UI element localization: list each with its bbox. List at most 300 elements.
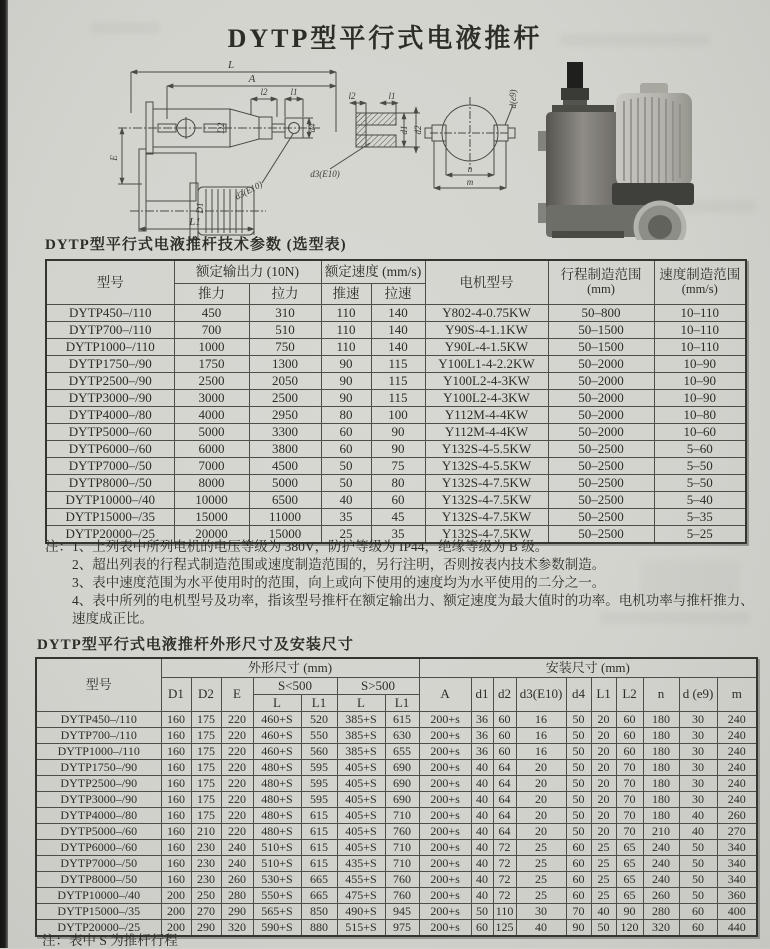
table-cell: 20: [591, 807, 616, 823]
table-cell: 200+s: [419, 919, 471, 936]
table-cell: 405+S: [337, 791, 385, 807]
dim-label-d1: d1: [399, 125, 409, 135]
table-cell: 50: [566, 791, 591, 807]
table-cell: 64: [493, 759, 516, 775]
table-cell: Y100L2-4-3KW: [425, 389, 548, 406]
table-cell: 100: [371, 406, 425, 423]
table-cell: 60: [679, 903, 717, 919]
table-cell: 40: [471, 887, 493, 903]
table-cell: 110: [321, 338, 371, 355]
table-cell: 385+S: [337, 727, 385, 743]
table-cell: 160: [161, 711, 191, 727]
table-cell: 160: [161, 775, 191, 791]
col-header-D1: D1: [161, 677, 191, 711]
group-header-s-lt-500: S<500: [253, 677, 337, 694]
table-cell: 6500: [249, 491, 321, 508]
table-cell: 480+S: [253, 775, 301, 791]
table-cell: 5–60: [654, 440, 746, 457]
table-cell: 120: [616, 919, 643, 936]
table-cell: 60: [321, 440, 371, 457]
table-cell: 50–2000: [548, 406, 654, 423]
table-cell: 40: [679, 807, 717, 823]
table-cell: 280: [643, 903, 679, 919]
col-header-L1: L1: [591, 677, 616, 711]
table-cell: 10–80: [654, 406, 746, 423]
table-cell: 405+S: [337, 759, 385, 775]
table-cell: 615: [301, 823, 337, 839]
note-line: 4、表中所列的电机型号及功率，指该型号推杆在额定输出力、额定速度为最大值时的功率。电机功率与推杆推力、: [72, 593, 754, 608]
table-cell: 110: [321, 304, 371, 321]
table-cell: 60: [493, 743, 516, 759]
table-cell: 25: [591, 887, 616, 903]
table-cell: 70: [566, 903, 591, 919]
table-cell: 5–50: [654, 474, 746, 491]
dim-label-D1: D1: [195, 202, 205, 214]
table-cell: 595: [301, 791, 337, 807]
trunnion-view: [425, 97, 515, 188]
table-cell: 72: [493, 839, 516, 855]
table-cell: 405+S: [337, 823, 385, 839]
table-cell: DYTP700–/110: [46, 321, 174, 338]
note-line: 速度成正比。: [72, 611, 153, 626]
table-cell: DYTP8000–/50: [46, 474, 174, 491]
table-row: [36, 823, 757, 839]
table-row: [46, 304, 746, 321]
table-row: [46, 321, 746, 338]
table-cell: 65: [616, 839, 643, 855]
table-cell: 240: [717, 743, 757, 759]
table-cell: DYTP1750–/90: [36, 759, 161, 775]
col-header-E: E: [221, 677, 253, 711]
col-header-d3: d3(E10): [516, 677, 566, 711]
table-row: [36, 791, 757, 807]
table-cell: 440: [717, 919, 757, 936]
table-row: [36, 759, 757, 775]
table-cell: 1000: [174, 338, 249, 355]
table-cell: 65: [616, 887, 643, 903]
dim-label-D2: D2: [216, 122, 226, 134]
table-cell: 140: [371, 338, 425, 355]
table-cell: 480+S: [253, 791, 301, 807]
speed-range-unit: (mm/s): [681, 282, 718, 297]
table-cell: 50–2000: [548, 423, 654, 440]
table-cell: 50: [566, 807, 591, 823]
table-cell: 260: [717, 807, 757, 823]
table-cell: 290: [221, 903, 253, 919]
table-cell: 230: [191, 871, 221, 887]
table-cell: 665: [301, 871, 337, 887]
table-cell: 175: [191, 775, 221, 791]
table-cell: 60: [616, 727, 643, 743]
col-header-A: A: [419, 677, 471, 711]
table-cell: 80: [371, 474, 425, 491]
table-cell: 220: [221, 807, 253, 823]
dim-label-n: n: [467, 164, 473, 174]
col-header-L2: L2: [616, 677, 643, 711]
table-cell: DYTP5000–/60: [36, 823, 161, 839]
speed-range-label: 速度制造范围: [659, 267, 741, 283]
table-cell: 125: [493, 919, 516, 936]
table-cell: 50–1500: [548, 321, 654, 338]
table-cell: 550+S: [253, 887, 301, 903]
table-cell: 20: [591, 823, 616, 839]
table-cell: 565+S: [253, 903, 301, 919]
table-cell: 590+S: [253, 919, 301, 936]
table-cell: 50: [679, 887, 717, 903]
table-cell: 180: [643, 727, 679, 743]
table-cell: 64: [493, 775, 516, 791]
table-cell: 220: [221, 759, 253, 775]
table-cell: 230: [191, 855, 221, 871]
table-cell: 115: [371, 389, 425, 406]
table-cell: 280: [221, 887, 253, 903]
table-cell: 30: [516, 903, 566, 919]
table-cell: 50: [471, 903, 493, 919]
stroke-range-unit: (mm): [587, 282, 615, 297]
table-cell: 40: [471, 855, 493, 871]
dim-label-l1: l1: [290, 87, 298, 97]
table-cell: 700: [174, 321, 249, 338]
footnote: 注：表中 S 为推杆行程: [42, 933, 178, 948]
product-photo: [538, 62, 694, 240]
table-cell: 750: [249, 338, 321, 355]
table-cell: Y132S-4-5.5KW: [425, 457, 548, 474]
table-row: [46, 372, 746, 389]
table-cell: 90: [321, 355, 371, 372]
dim-label-L: L: [227, 59, 235, 71]
table-cell: 220: [221, 775, 253, 791]
table-cell: 60: [616, 743, 643, 759]
table-cell: Y100L2-4-3KW: [425, 372, 548, 389]
table-cell: 270: [717, 823, 757, 839]
col-header-push-speed: 推速: [321, 283, 371, 304]
table-cell: 50–2000: [548, 355, 654, 372]
table-cell: 405+S: [337, 775, 385, 791]
table-cell: 50–2500: [548, 508, 654, 525]
table-cell: 60: [616, 711, 643, 727]
table-cell: 510: [249, 321, 321, 338]
table-cell: 210: [191, 823, 221, 839]
table-cell: 60: [566, 871, 591, 887]
table-cell: Y112M-4-4KW: [425, 423, 548, 440]
table-row: [36, 887, 757, 903]
table-cell: 25: [591, 855, 616, 871]
table-cell: 175: [191, 727, 221, 743]
table-cell: 10–60: [654, 423, 746, 440]
table-cell: Y90S-4-1.1KW: [425, 321, 548, 338]
table-cell: 630: [385, 727, 419, 743]
col-header-de9: d (e9): [679, 677, 717, 711]
table-cell: 320: [643, 919, 679, 936]
dim-label-d2: d2: [413, 125, 423, 135]
table-cell: 240: [643, 839, 679, 855]
col-header-stroke-range: [548, 260, 654, 304]
table-cell: 30: [679, 727, 717, 743]
table-cell: 5–40: [654, 491, 746, 508]
table-row: [36, 727, 757, 743]
table-cell: 160: [161, 743, 191, 759]
table-cell: DYTP5000–/60: [46, 423, 174, 440]
table-cell: 30: [679, 775, 717, 791]
table-cell: 20: [591, 711, 616, 727]
spec-table-body: [46, 304, 746, 543]
table-cell: 480+S: [253, 759, 301, 775]
table-cell: Y132S-4-7.5KW: [425, 491, 548, 508]
col-header-d1: d1: [471, 677, 493, 711]
table-cell: 340: [717, 871, 757, 887]
table-cell: 60: [679, 919, 717, 936]
table-row: [36, 839, 757, 855]
table-cell: 70: [616, 791, 643, 807]
stroke-range-label: 行程制造范围: [560, 267, 642, 283]
table-cell: 360: [717, 887, 757, 903]
table-cell: 3300: [249, 423, 321, 440]
table-cell: 760: [385, 823, 419, 839]
table-cell: 450: [174, 304, 249, 321]
table-cell: 40: [679, 823, 717, 839]
table-cell: 60: [566, 839, 591, 855]
table-cell: 5–35: [654, 508, 746, 525]
table-row: [46, 389, 746, 406]
table-cell: 160: [161, 791, 191, 807]
table-cell: 690: [385, 759, 419, 775]
table-cell: 1300: [249, 355, 321, 372]
table-cell: 690: [385, 775, 419, 791]
table-cell: 200+s: [419, 711, 471, 727]
table-cell: DYTP2500–/90: [46, 372, 174, 389]
table-cell: 405+S: [337, 839, 385, 855]
table-cell: 10–110: [654, 338, 746, 355]
dim-label-l2: l2: [260, 87, 268, 97]
table-cell: 180: [643, 711, 679, 727]
page-title: DYTP型平行式电液推杆: [227, 24, 543, 53]
table-cell: 90: [371, 423, 425, 440]
table-cell: DYTP8000–/50: [36, 871, 161, 887]
table-cell: 260: [221, 871, 253, 887]
col-header-push-force: 推力: [174, 283, 249, 304]
col-header-m: m: [717, 677, 757, 711]
group-header-install: 安装尺寸 (mm): [419, 658, 757, 677]
dim-label-l2: l2: [348, 91, 356, 101]
col-header-model: 型号: [46, 260, 174, 304]
table-cell: 60: [321, 423, 371, 440]
table-cell: 710: [385, 839, 419, 855]
table-cell: 200+s: [419, 727, 471, 743]
table-cell: Y132S-4-5.5KW: [425, 440, 548, 457]
table-cell: 200+s: [419, 887, 471, 903]
table-cell: 200+s: [419, 791, 471, 807]
dim-label-d3: d3(E10): [310, 169, 340, 179]
group-header-outline: 外形尺寸 (mm): [161, 658, 419, 677]
table-cell: 72: [493, 871, 516, 887]
table-cell: 70: [616, 807, 643, 823]
table-row: [36, 903, 757, 919]
table-cell: 10–90: [654, 355, 746, 372]
table-cell: 180: [643, 775, 679, 791]
table-cell: 405+S: [337, 807, 385, 823]
table-cell: 945: [385, 903, 419, 919]
table-cell: 80: [321, 406, 371, 423]
table-cell: 2050: [249, 372, 321, 389]
table-cell: 20: [516, 759, 566, 775]
table-cell: 72: [493, 887, 516, 903]
table-cell: DYTP3000–/90: [36, 791, 161, 807]
table-cell: 90: [616, 903, 643, 919]
table-cell: 240: [221, 839, 253, 855]
table-cell: 220: [221, 711, 253, 727]
table-cell: 550: [301, 727, 337, 743]
table-cell: 50–1500: [548, 338, 654, 355]
table-cell: 240: [643, 871, 679, 887]
table-cell: 250: [191, 887, 221, 903]
dim-label-L1: L1: [189, 216, 201, 228]
table-cell: 240: [717, 727, 757, 743]
dim-label-m: m: [466, 177, 474, 187]
table-cell: 160: [161, 807, 191, 823]
col-header-motor: 电机型号: [425, 260, 548, 304]
table-cell: 520: [301, 711, 337, 727]
spec-table-header: [46, 260, 746, 304]
table-cell: 15000: [174, 508, 249, 525]
table-cell: 20: [591, 791, 616, 807]
table-cell: 50: [566, 823, 591, 839]
table-cell: 35: [321, 508, 371, 525]
table-cell: 25: [591, 839, 616, 855]
table-cell: 510+S: [253, 839, 301, 855]
table-cell: DYTP7000–/50: [46, 457, 174, 474]
table-cell: 64: [493, 823, 516, 839]
table-cell: 30: [679, 759, 717, 775]
table-cell: DYTP15000–/35: [46, 508, 174, 525]
dim-label-A: A: [248, 73, 256, 85]
table-cell: 25: [516, 871, 566, 887]
table-cell: 240: [717, 791, 757, 807]
table-cell: 180: [643, 807, 679, 823]
table-cell: 270: [191, 903, 221, 919]
dim-label-de9: d(e9): [508, 89, 518, 109]
table-cell: Y132S-4-7.5KW: [425, 474, 548, 491]
technical-drawing: [0, 55, 770, 240]
table-cell: 25: [591, 871, 616, 887]
table-cell: 16: [516, 727, 566, 743]
table-cell: 25: [516, 855, 566, 871]
table-cell: 10–90: [654, 389, 746, 406]
table-cell: 200: [161, 887, 191, 903]
table-cell: 260: [643, 887, 679, 903]
table-cell: 50: [591, 919, 616, 936]
table-cell: 515+S: [337, 919, 385, 936]
table-cell: 60: [493, 727, 516, 743]
table-cell: 50–2500: [548, 474, 654, 491]
table-cell: Y90L-4-1.5KW: [425, 338, 548, 355]
table-cell: 310: [249, 304, 321, 321]
table-cell: 5–50: [654, 457, 746, 474]
table-cell: DYTP15000–/35: [36, 903, 161, 919]
table-cell: 36: [471, 727, 493, 743]
table-cell: 665: [301, 887, 337, 903]
dim-label-d3: d3(E10): [233, 179, 264, 202]
table-row: [36, 711, 757, 727]
dimension-table-caption: DYTP型平行式电液推杆外形尺寸及安装尺寸: [37, 637, 354, 653]
table-cell: 15000: [249, 525, 321, 543]
table-cell: 40: [471, 871, 493, 887]
table-cell: 220: [221, 823, 253, 839]
table-cell: 110: [493, 903, 516, 919]
table-cell: 4000: [174, 406, 249, 423]
col-header-model: 型号: [36, 658, 161, 711]
table-cell: 50–2500: [548, 491, 654, 508]
table-cell: 4500: [249, 457, 321, 474]
table-cell: 8000: [174, 474, 249, 491]
table-cell: 455+S: [337, 871, 385, 887]
table-cell: 50: [566, 759, 591, 775]
col-header-L-lt: L: [253, 694, 301, 711]
table-cell: 290: [191, 919, 221, 936]
table-cell: 615: [385, 711, 419, 727]
table-cell: DYTP1000–/110: [46, 338, 174, 355]
table-cell: Y100L1-4-2.2KW: [425, 355, 548, 372]
table-cell: 20: [591, 775, 616, 791]
table-cell: 20: [591, 759, 616, 775]
table-cell: 5000: [174, 423, 249, 440]
table-cell: 140: [371, 321, 425, 338]
table-cell: 160: [161, 855, 191, 871]
table-cell: Y132S-4-7.5KW: [425, 508, 548, 525]
table-cell: 50: [566, 727, 591, 743]
table-cell: 40: [471, 759, 493, 775]
spec-table: [45, 259, 747, 544]
table-cell: DYTP4000–/80: [46, 406, 174, 423]
table-cell: 595: [301, 775, 337, 791]
table-cell: 90: [321, 372, 371, 389]
table-cell: 480+S: [253, 807, 301, 823]
table-cell: 180: [643, 743, 679, 759]
dim-label-d4: d4: [307, 123, 317, 133]
table-cell: 175: [191, 807, 221, 823]
table-cell: 115: [371, 372, 425, 389]
table-cell: 40: [516, 919, 566, 936]
table-cell: 530+S: [253, 871, 301, 887]
table-cell: 435+S: [337, 855, 385, 871]
table-cell: 50–2500: [548, 457, 654, 474]
table-cell: 175: [191, 791, 221, 807]
table-cell: DYTP2500–/90: [36, 775, 161, 791]
table-cell: 3800: [249, 440, 321, 457]
table-cell: 6000: [174, 440, 249, 457]
table-cell: 50: [679, 839, 717, 855]
clevis-section-view: [330, 103, 420, 169]
table-cell: 11000: [249, 508, 321, 525]
table-cell: 175: [191, 711, 221, 727]
table-cell: 16: [516, 743, 566, 759]
table-cell: 200: [161, 903, 191, 919]
notes-block: [45, 538, 754, 628]
table-cell: 2950: [249, 406, 321, 423]
table-cell: 760: [385, 887, 419, 903]
col-header-pull-force: 拉力: [249, 283, 321, 304]
table-cell: 200+s: [419, 839, 471, 855]
table-cell: 400: [717, 903, 757, 919]
table-cell: 20: [516, 823, 566, 839]
col-header-speed-range: [654, 260, 746, 304]
col-header-L1-lt: L1: [301, 694, 337, 711]
table-cell: 200+s: [419, 807, 471, 823]
table-cell: 60: [371, 491, 425, 508]
table-cell: 200+s: [419, 743, 471, 759]
table-cell: 90: [321, 389, 371, 406]
table-cell: DYTP700–/110: [36, 727, 161, 743]
table-row: [46, 474, 746, 491]
